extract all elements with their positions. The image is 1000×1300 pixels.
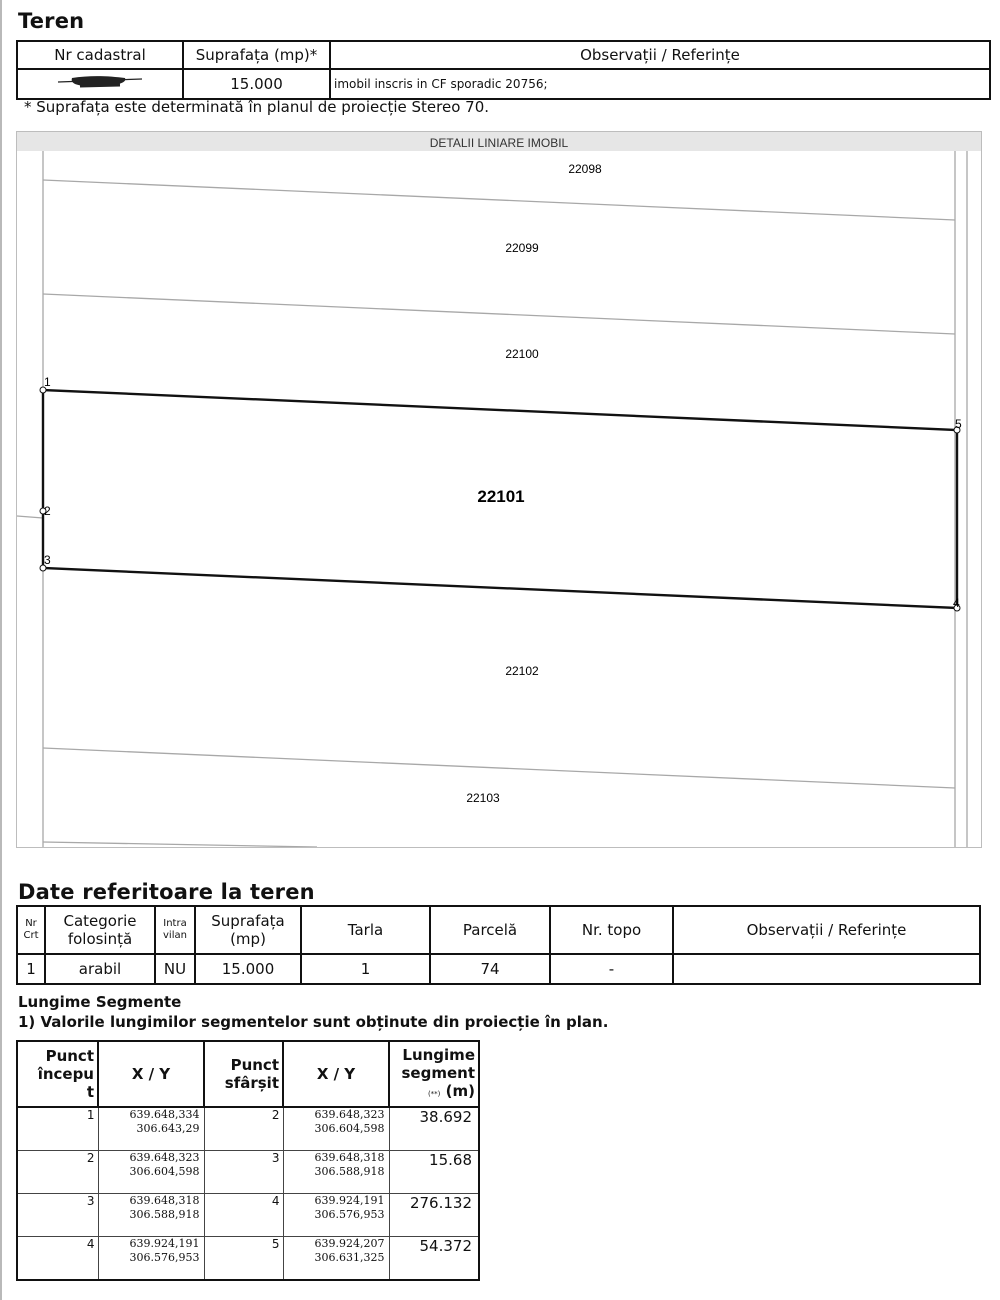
parcel-map: [16, 131, 982, 848]
cell-start: 2: [17, 1151, 98, 1194]
header-m: (m): [445, 1081, 475, 1100]
cell-xy-end: [283, 1194, 389, 1237]
coord-x: 639.648,323: [314, 1108, 385, 1121]
coord-x: 639.648,318: [129, 1194, 200, 1207]
page-left-border: [0, 0, 2, 1300]
coord-y: 306.643,29: [136, 1122, 200, 1135]
cell-xy-start: [98, 1194, 204, 1237]
col-observatii: Observații / Referințe: [330, 41, 990, 69]
cell-end: 4: [204, 1194, 283, 1237]
header-sfarsit: sfârșit: [224, 1074, 279, 1092]
col-parcela: Parcelă: [430, 906, 550, 954]
cell-start: 3: [17, 1194, 98, 1237]
date-teren-table: [16, 905, 981, 985]
cell-categorie: arabil: [45, 954, 155, 984]
header-intra: Intra: [163, 918, 187, 929]
header-nr: Nr: [25, 918, 37, 929]
col-suprafata: Suprafața (mp)*: [183, 41, 330, 69]
cell-length: 54.372: [389, 1237, 479, 1281]
parcel-label-main: 22101: [477, 487, 525, 506]
cell-length: 38.692: [389, 1107, 479, 1151]
teren-table: [16, 40, 991, 100]
header-punct: Punct: [45, 1047, 94, 1065]
cell-xy-end: [283, 1237, 389, 1281]
section-title-teren: Teren: [18, 9, 85, 33]
header-suprafata: Suprafața: [211, 912, 285, 930]
cell-length: 15.68: [389, 1151, 479, 1194]
header-crt: Crt: [23, 930, 39, 941]
header-punct-end: Punct: [230, 1056, 279, 1074]
table-row: [17, 1237, 479, 1281]
section-title-date: Date referitoare la teren: [18, 880, 315, 904]
coord-x: 639.924,191: [314, 1194, 385, 1207]
cell-end: 5: [204, 1237, 283, 1281]
col-punct-sfarsit: [204, 1041, 283, 1107]
header-t: t: [86, 1083, 94, 1101]
parcel-label: 22103: [466, 791, 500, 805]
col-suprafata: [195, 906, 301, 954]
cell-parcela: 74: [430, 954, 550, 984]
table-row: [17, 1107, 479, 1151]
header-folosinta: folosință: [67, 930, 133, 948]
segments-table-header: [17, 1041, 479, 1107]
redaction-scribble: [50, 72, 150, 92]
cell-nr: 1: [17, 954, 45, 984]
header-mp: (mp): [230, 930, 266, 948]
neighbor-line: [43, 748, 955, 788]
header-footnote-mark: (**): [427, 1089, 441, 1098]
cell-xy-start: [98, 1237, 204, 1281]
neighbor-line: [43, 842, 317, 847]
col-nr-topo: Nr. topo: [550, 906, 673, 954]
col-xy-start: X / Y: [98, 1041, 204, 1107]
parcel-label: 22098: [568, 162, 602, 176]
col-xy-end: X / Y: [283, 1041, 389, 1107]
point-label: 2: [44, 504, 51, 518]
table-row: [17, 1194, 479, 1237]
cell-suprafata: 15.000: [183, 69, 330, 99]
point-label: 4: [953, 596, 960, 610]
col-tarla: Tarla: [301, 906, 430, 954]
parcel-label: 22099: [505, 241, 539, 255]
point-label: 1: [44, 375, 51, 389]
coord-x: 639.648,318: [314, 1151, 385, 1164]
cell-suprafata: 15.000: [195, 954, 301, 984]
left-stub-line: [17, 516, 43, 518]
cell-start: 1: [17, 1107, 98, 1151]
cell-observatii: [673, 954, 980, 984]
cell-xy-start: [98, 1107, 204, 1151]
cell-end: 2: [204, 1107, 283, 1151]
coord-x: 639.648,323: [129, 1151, 200, 1164]
header-incepu: începu: [37, 1065, 94, 1083]
col-nr-cadastral: Nr cadastral: [17, 41, 183, 69]
map-drawing: [17, 132, 981, 847]
coord-x: 639.924,207: [314, 1237, 385, 1250]
cell-start: 4: [17, 1237, 98, 1281]
coord-x: 639.924,191: [129, 1237, 200, 1250]
col-punct-inceput: [17, 1041, 98, 1107]
cell-xy-end: [283, 1151, 389, 1194]
table-row: [17, 1151, 479, 1194]
coord-y: 306.588,918: [129, 1208, 200, 1221]
parcel-label: 22102: [505, 664, 539, 678]
coord-y: 306.604,598: [129, 1165, 200, 1178]
cell-intravilan: NU: [155, 954, 195, 984]
lungime-note: 1) Valorile lungimilor segmentelor sunt obținute din proiecție în plan.: [18, 1013, 609, 1031]
col-nr-crt: [17, 906, 45, 954]
coord-y: 306.604,598: [314, 1122, 385, 1135]
coord-y: 306.576,953: [129, 1251, 200, 1264]
parcel-label: 22100: [505, 347, 539, 361]
cell-end: 3: [204, 1151, 283, 1194]
header-categorie: Categorie: [63, 912, 137, 930]
col-intravilan: [155, 906, 195, 954]
map-header-label: DETALII LINIARE IMOBIL: [429, 136, 569, 150]
lungime-title: Lungime Segmente: [18, 993, 182, 1011]
point-label: 3: [44, 553, 51, 567]
header-vilan: vilan: [163, 930, 187, 941]
header-lungime: Lungime: [402, 1045, 475, 1064]
table-row: [17, 69, 990, 99]
header-segment: segment: [401, 1063, 475, 1082]
col-lungime: [389, 1041, 479, 1107]
cell-observatii: imobil inscris in CF sporadic 20756;: [330, 69, 990, 99]
cell-topo: -: [550, 954, 673, 984]
cell-length: 276.132: [389, 1194, 479, 1237]
col-observatii: Observații / Referințe: [673, 906, 980, 954]
teren-table-header: [17, 41, 990, 69]
cell-xy-end: [283, 1107, 389, 1151]
cell-tarla: 1: [301, 954, 430, 984]
coord-y: 306.631,325: [314, 1251, 385, 1264]
neighbor-line: [43, 180, 955, 220]
col-categorie: [45, 906, 155, 954]
coord-x: 639.648,334: [129, 1108, 200, 1121]
point-label: 5: [955, 417, 962, 431]
date-table-header: [17, 906, 980, 954]
projection-note: * Suprafața este determinată în planul de proiecție Stereo 70.: [24, 98, 490, 116]
coord-y: 306.588,918: [314, 1165, 385, 1178]
cell-xy-start: [98, 1151, 204, 1194]
coord-y: 306.576,953: [314, 1208, 385, 1221]
table-row: [17, 954, 980, 984]
neighbor-line: [43, 294, 955, 334]
segments-table: [16, 1040, 480, 1281]
cadastral-redacted: [17, 69, 183, 99]
